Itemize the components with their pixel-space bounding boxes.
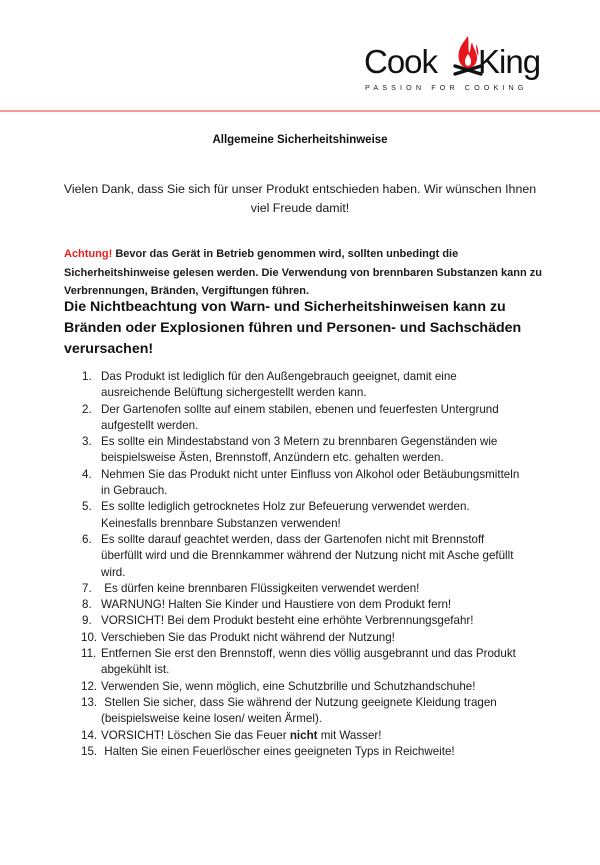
list-item-number: 8. <box>82 598 92 612</box>
list-item-number: 1. <box>82 370 92 383</box>
list-item <box>0 646 521 679</box>
warning-label: Achtung! <box>64 248 113 260</box>
list-item-text: Es sollte ein Mindestabstand von 3 Metern zu brennbaren Gegenständen wie beispielsweise Ästen, Brennstoff, Anzündern etc. gehalten werden. <box>101 435 498 465</box>
warning-text: Bevor das Gerät in Betrieb genommen wird, sollten unbedingt die Sicherheitshinweise gelesen werden. Die Verwendung von brennbaren Substanzen kann zu Verbrennungen, Bränden, Vergiftungen führen. <box>64 248 543 297</box>
cookking-logo <box>362 36 540 98</box>
list-item <box>0 532 521 581</box>
list-item-text: VORSICHT! Bei dem Produkt besteht eine erhöhte Verbrennungsgefahr! <box>101 614 474 628</box>
document-title: Allgemeine Sicherheitshinweise <box>212 134 388 146</box>
list-item-number: 13. <box>81 695 98 709</box>
list-item <box>0 695 521 728</box>
list-item <box>0 499 521 532</box>
list-item-text: Halten Sie einen Feuerlöscher eines geeigneten Typs in Reichweite! <box>101 744 455 758</box>
list-item <box>0 613 521 629</box>
header-divider <box>0 110 600 112</box>
logo-tagline: PASSION FOR COOKING <box>365 83 528 92</box>
list-item-text-emphasis: nicht <box>289 728 318 742</box>
list-item-number: 12. <box>81 679 98 693</box>
list-item-number: 7. <box>82 581 92 595</box>
list-item-text: Nehmen Sie das Produkt nicht unter Einfluss von Alkohol oder Betäubungsmitteln in Gebrauch. <box>101 467 520 498</box>
list-item <box>0 597 521 613</box>
safety-instructions-list <box>0 369 600 760</box>
list-item-number: 11. <box>81 647 97 661</box>
list-item <box>0 467 521 500</box>
list-item <box>0 744 521 760</box>
list-item <box>0 728 521 744</box>
list-item-number: 6. <box>82 532 92 546</box>
list-item-number: 4. <box>82 467 92 481</box>
list-item-text: Verschieben Sie das Produkt nicht während der Nutzung! <box>101 630 395 644</box>
list-item-number: 15. <box>81 744 98 758</box>
list-item-text: Der Gartenofen sollte auf einem stabilen, ebenen und feuerfesten Untergrund aufgestellt werden. <box>101 402 499 432</box>
list-item-text <box>101 729 382 742</box>
list-item <box>0 630 521 646</box>
list-item-text: Es sollte darauf geachtet werden, dass der Gartenofen nicht mit Brennstoff überfüllt wird und die Brennkammer während der Nutzung nicht mit Asche gefüllt wird. <box>101 532 514 579</box>
list-item-number: 5. <box>82 500 92 514</box>
warning-paragraph <box>64 245 544 301</box>
list-item <box>0 369 521 402</box>
list-item <box>0 402 521 435</box>
logo-word-cook: Cook <box>364 43 438 80</box>
list-item <box>0 434 521 467</box>
list-item-number: 9. <box>82 614 92 628</box>
list-item-text: Es sollte lediglich getrocknetes Holz zur Befeuerung verwendet werden. Keinesfalls brennbare Substanzen verwenden! <box>101 500 470 530</box>
logo-word-king: King <box>478 43 541 80</box>
list-item-text: Das Produkt ist lediglich für den Außengebrauch geeignet, damit eine ausreichende Belüftung sichergestellt werden kann. <box>101 370 457 400</box>
list-item-text-before: VORSICHT! Löschen Sie das Feuer <box>101 728 290 742</box>
list-item-text: Stellen Sie sicher, dass Sie während der Nutzung geeignete Kleidung tragen (beispielsweise keine losen/ weiten Ärmel). <box>101 695 500 726</box>
list-item-number: 2. <box>82 402 92 416</box>
list-item-text: Verwenden Sie, wenn möglich, eine Schutzbrille und Schutzhandschuhe! <box>101 679 476 693</box>
list-item-number: 14. <box>81 728 98 742</box>
list-item <box>0 581 521 597</box>
list-item-number: 10. <box>81 630 98 644</box>
intro-paragraph: Vielen Dank, dass Sie sich für unser Produkt entschieden haben. Wir wünschen Ihnen viel Freude damit! <box>63 182 537 215</box>
list-item-number: 3. <box>82 435 92 449</box>
list-item-text-after: mit Wasser! <box>317 728 382 742</box>
list-item <box>0 679 521 695</box>
list-item-text: Entfernen Sie erst den Brennstoff, wenn dies völlig ausgebrannt und das Produkt abgekühlt ist. <box>101 647 516 677</box>
safety-headline: Die Nichtbeachtung von Warn- und Sicherheitshinweisen kann zu Bränden oder Explosionen führen und Personen- und Sachschäden verursachen! <box>64 299 522 357</box>
list-item-text: WARNUNG! Halten Sie Kinder und Haustiere von dem Produkt fern! <box>101 598 452 612</box>
list-item-text: Es dürfen keine brennbaren Flüssigkeiten verwendet werden! <box>101 581 420 595</box>
